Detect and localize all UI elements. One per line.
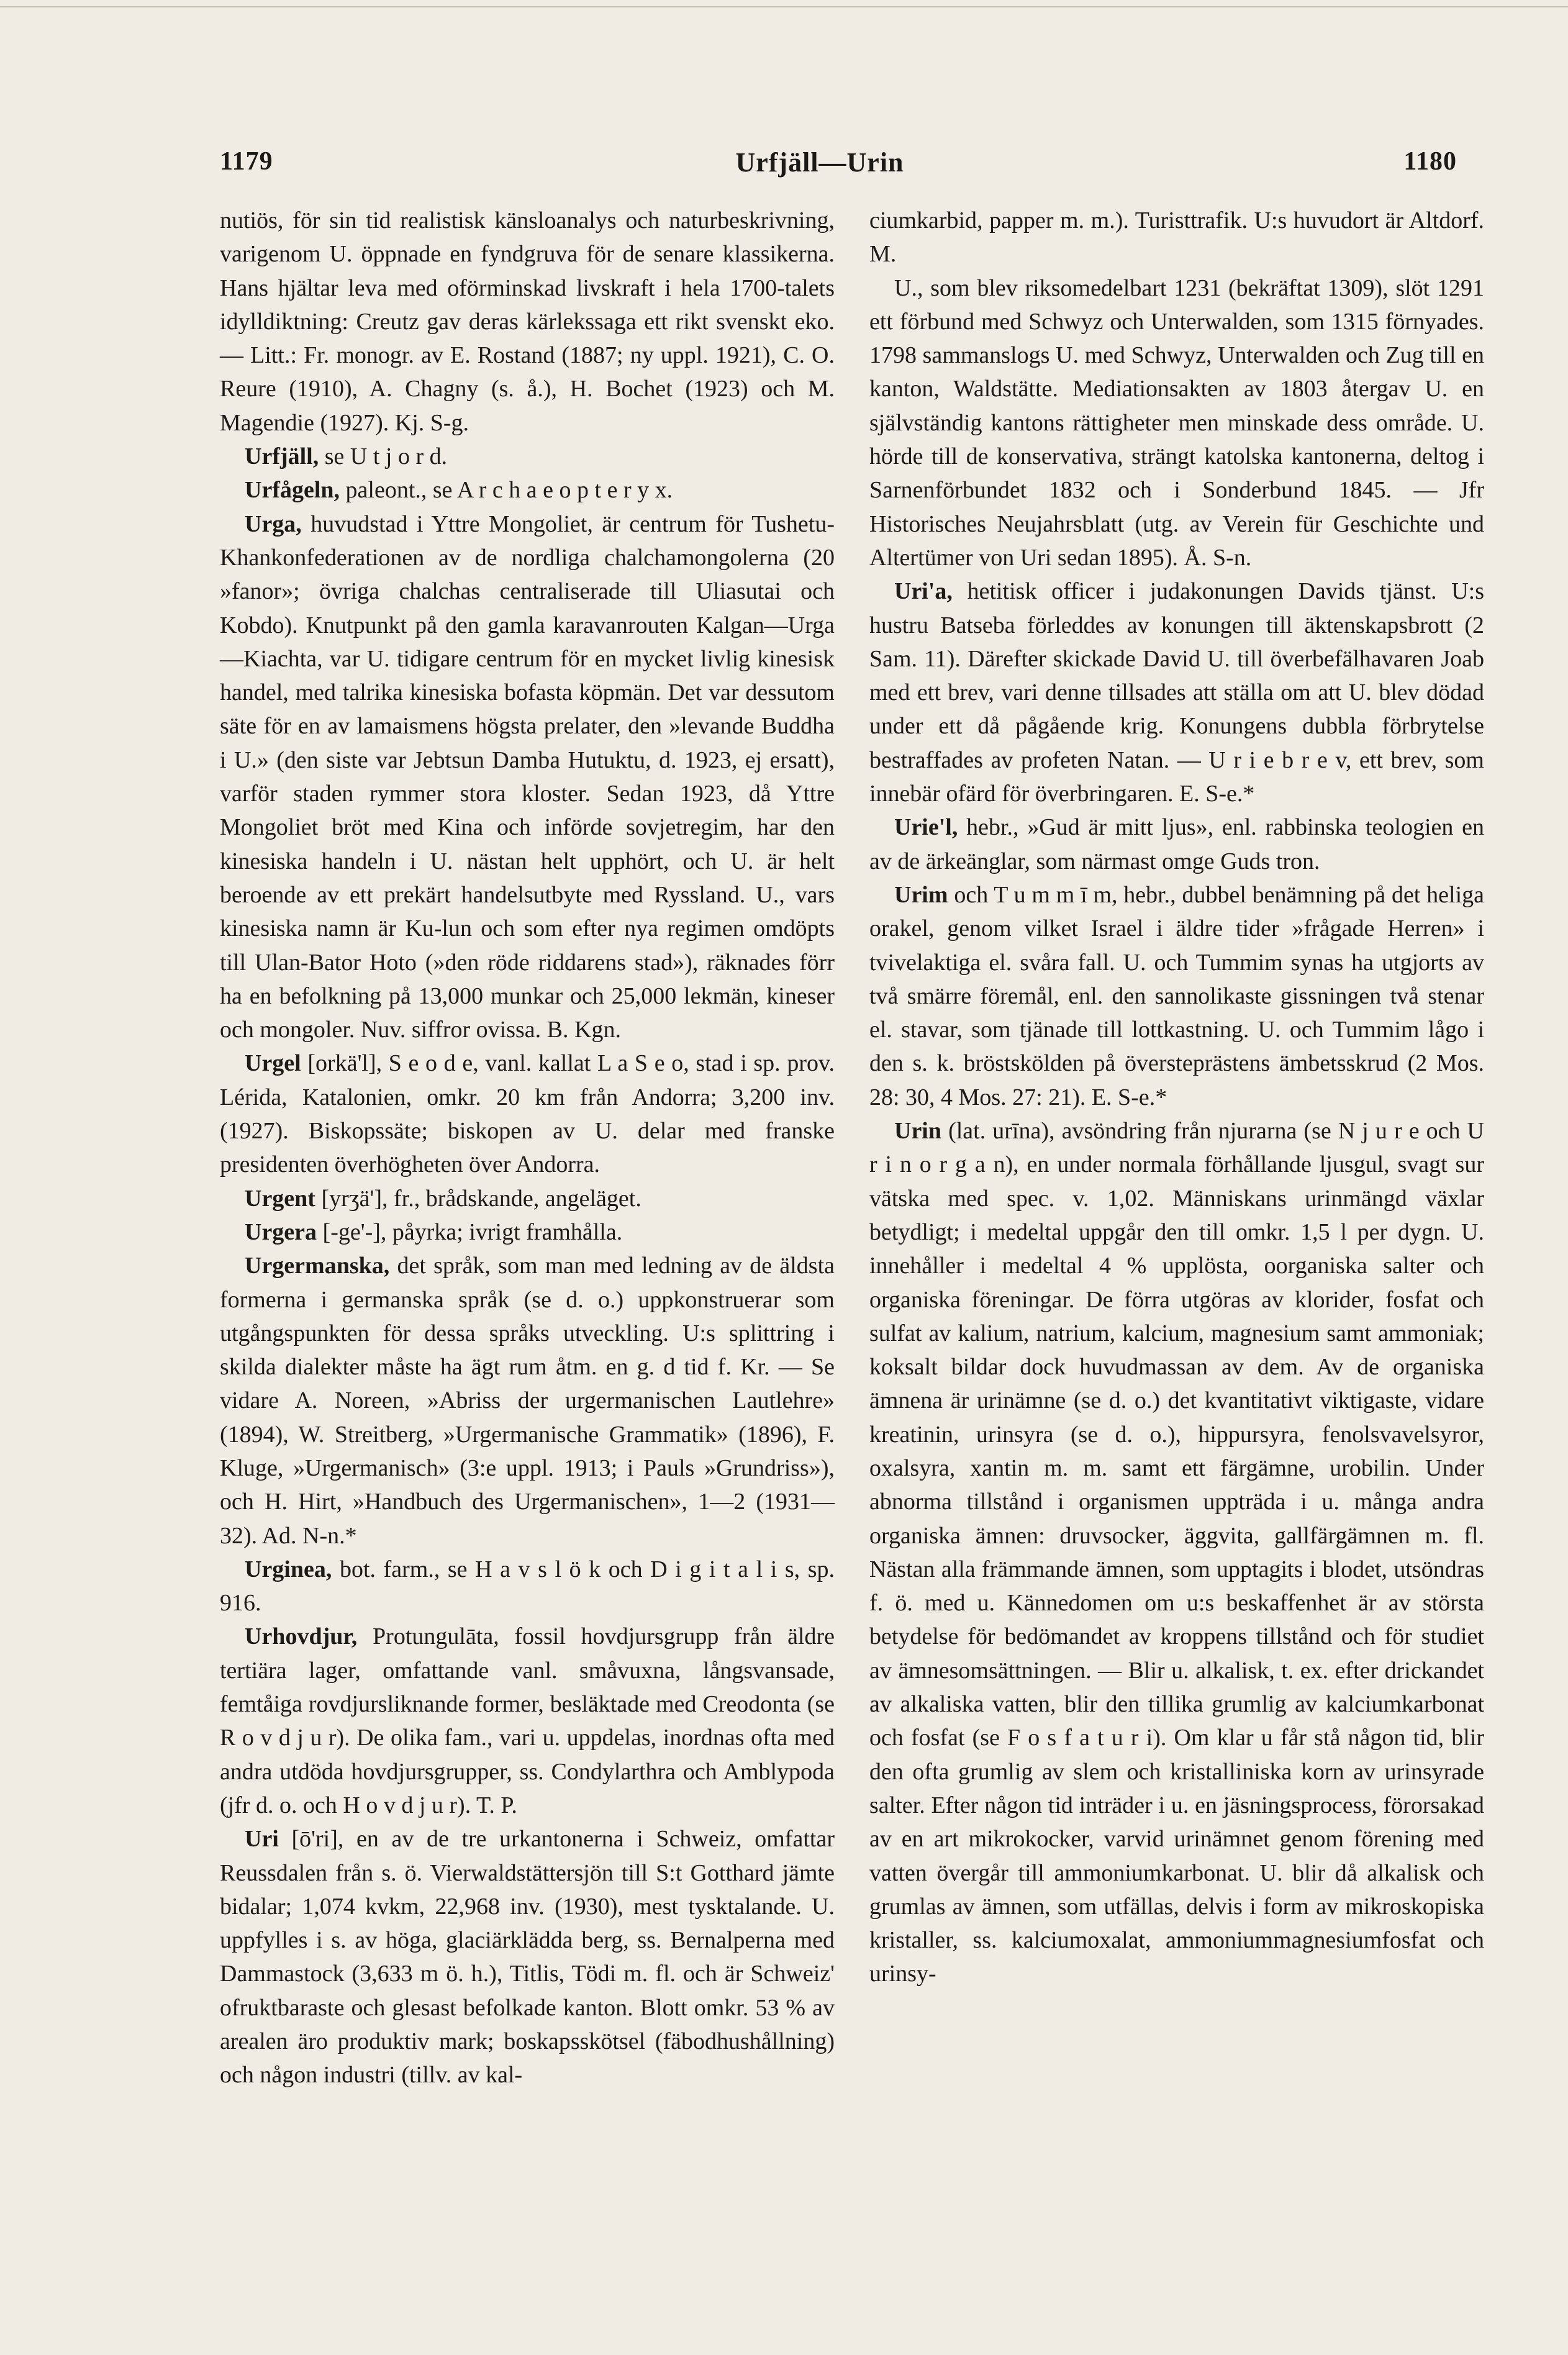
left-column: [220, 204, 835, 2092]
dictionary-entry: [220, 1620, 835, 1822]
entry-headword: Urin: [894, 1118, 941, 1145]
dictionary-entry: [869, 878, 1484, 1114]
dictionary-entry: [220, 473, 835, 507]
entry-headword: Urhovdjur,: [245, 1623, 358, 1650]
page-number-right: 1180: [1403, 147, 1457, 176]
entry-text: och T u m m ī m, hebr., dubbel benämning på det heliga orakel, genom vilket Israel i äldre tider »frågade Herren» i tvivelaktiga el. svåra fall. U. och Tummim synas ha utgjorts av två smärre föremål, enl. den sannolikaste gissningen två stenar el. stavar, som tjänade till lottkastning. U. och Tummim lågo i den s. k. bröstskölden på översteprästens ämbetsskrud (2 Mos. 28: 30, 4 Mos. 27: 21). E. S-e.*: [869, 881, 1485, 1110]
entry-headword: Urgermanska,: [245, 1253, 390, 1279]
top-edge-line: [0, 6, 1568, 7]
dictionary-entry: [220, 204, 835, 440]
dictionary-entry: [220, 1046, 835, 1181]
entry-text: [ō'ri], en av de tre urkantonerna i Schweiz, omfattar Reussdalen från s. ö. Vierwaldstättersjön till S:t Gotthard jämte bidalar; 1,074 kvkm, 22,968 inv. (1930), mest tysktalande. U. uppfylles i s. av höga, glaciärklädda berg, ss. Bernalperna med Dammastock (3,633 m ö. h.), Titlis, Tödi m. fl. och är Schweiz' ofruktbaraste och glesast befolkade kanton. Blott omkr. 53 % av arealen äro produktiv mark; boskapsskötsel (fäbodhushållning) och någon industri (tillv. av kal-: [220, 1826, 835, 2089]
entry-text: se U t j o r d.: [324, 443, 448, 470]
entry-headword: Urim: [894, 881, 948, 908]
right-column: [869, 204, 1484, 1991]
dictionary-entry: [220, 1182, 835, 1215]
entry-text: ciumkarbid, papper m. m.). Turisttrafik. U:s huvudort är Altdorf. M.: [869, 207, 1484, 268]
dictionary-entry: [220, 1249, 835, 1553]
entry-headword: Urfjäll,: [245, 443, 319, 470]
dictionary-entry: [220, 1553, 835, 1620]
entry-headword: Urgera: [245, 1218, 317, 1245]
dictionary-entry: [869, 204, 1484, 271]
dictionary-entry: [220, 440, 835, 473]
entry-text: [-ge'-], påyrka; ivrigt framhålla.: [322, 1218, 623, 1245]
entry-text: paleont., se A r c h a e o p t e r y x.: [345, 477, 673, 504]
entry-text: (lat. urīna), avsöndring från njurarna (se N j u r e och U r i n o r g a n), en under normala förhållande ljusgul, svagt sur vätska med spec. v. 1,02. Människans urinmängd växlar betydligt; i medeltal uppgår den till omkr. 1,5 l per dygn. U. innehåller i medeltal 4 % upplösta, oorganiska salter och organiska föreningar. De förra utgöras av klorider, fosfat och sulfat av kalium, natrium, kalcium, magnesium samt ammoniak; koksalt bildar dock huvudmassan av dem. Av de organiska ämnena är urinämne (se d. o.) det kvantitativt viktigaste, vidare kreatinin, urinsyra (se d. o.), hippursyra, fenolsvavelsyror, oxalsyra, xantin m. m. samt ett färgämne, urobilin. Under abnorma tillstånd i organismen uppträda i u. många andra organiska ämnen: druvsocker, äggvita, gallfärgämnen m. fl. Nästan alla främmande ämnen, som upptagits i blodet, utsöndras f. ö. med u. Kännedomen om u:s beskaffenhet är av största betydelse för bedömandet av kroppens tillstånd och för studiet av ämnesomsättningen. — Blir u. alkalisk, t. ex. efter drickandet av alkaliska vatten, blir den tillika grumlig av kalciumkarbonat och fosfat (se F o s f a t u r i). Om klar u får stå någon tid, blir den ofta grumlig av slem och kristalliniska korn av urinsyrade salter. Efter någon tid inträder i u. en jäsningsprocess, förorsakad av en art mikrokocker, varvid urinämnet genom förening med vatten övergår till ammoniumkarbonat. U. blir då alkalisk och grumlas av ämnen, som utfällas, delvis i form av mikroskopiska kristaller, ss. kalciumoxalat, ammoniummagnesiumfosfat och urinsy-: [869, 1118, 1485, 1987]
entry-headword: Uri: [245, 1826, 279, 1853]
entry-headword: Urginea,: [245, 1556, 332, 1582]
entry-headword: Urfågeln,: [245, 477, 340, 504]
dictionary-entry: [220, 507, 835, 1047]
entry-headword: Uri'a,: [894, 578, 953, 605]
dictionary-entry: [869, 810, 1484, 878]
entry-text: Protungulāta, fossil hovdjursgrupp från äldre tertiära lager, omfattande vanl. småvuxna, långsvansade, femtåiga rovdjursliknande former, besläktade med Creodonta (se R o v d j u r). De olika fam., vari u. uppdelas, inordnas ofta med andra utdöda hovdjursgrupper, ss. Condylarthra och Amblypoda (jfr d. o. och H o v d j u r). T. P.: [220, 1623, 835, 1818]
entry-headword: Urgel: [245, 1050, 301, 1077]
entry-text: [yrʒä'], fr., brådskande, angeläget.: [321, 1185, 641, 1212]
entry-text: huvudstad i Yttre Mongoliet, är centrum för Tushetu-Khankonfederationen av de nordliga chalchamongolerna (20 »fanor»; övriga chalchas centraliserade till Uliasutai och Kobdo). Knutpunkt på den gamla karavanrouten Kalgan—Urga—Kiachta, var U. tidigare centrum för en mycket livlig kinesisk handel, med talrika kinesiska bofasta köpmän. Det var dessutom säte för en av lamaismens högsta prelater, den »levande Buddha i U.» (den siste var Jebtsun Damba Hutuktu, d. 1923, ej ersatt), varför staden rymmer stora kloster. Sedan 1923, då Yttre Mongoliet bröt med Kina och införde sovjetregim, har den kinesiska handeln i U. nästan helt upphört, och U. är helt beroende av ett prekärt handelsutbyte med Ryssland. U., vars kinesiska namn är Ku-lun och som efter nya regimen omdöpts till Ulan-Bator Hoto (»den röde riddarens stad»), räknades förr ha en befolkning på 13,000 munkar och 25,000 lekmän, kineser och mongoler. Nuv. siffror ovissa. B. Kgn.: [220, 510, 835, 1043]
dictionary-entry: [869, 1114, 1484, 1991]
entry-text: bot. farm., se H a v s l ö k och D i g i t a l i s, sp. 916.: [220, 1556, 835, 1617]
entry-text: det språk, som man med ledning av de äldsta formerna i germanska språk (se d. o.) uppkonstruerar som utgångspunkten för dessa språks utveckling. U:s splittring i skilda dialekter måste ha ägt rum åtm. en g. d tid f. Kr. — Se vidare A. Noreen, »Abriss der urgermanischen Lautlehre» (1894), W. Streitberg, »Urgermanische Grammatik» (1896), F. Kluge, »Urgermanisch» (3:e uppl. 1913; i Pauls »Grundriss»), och H. Hirt, »Handbuch des Urgermanischen», 1—2 (1931—32). Ad. N-n.*: [220, 1253, 835, 1549]
dictionary-entry: [869, 271, 1484, 575]
page-number-left: 1179: [220, 147, 273, 176]
entry-headword: Urga,: [245, 510, 302, 537]
entry-text: hetitisk officer i judakonungen Davids tjänst. U:s hustru Batseba förleddes av konungen till äktenskapsbrott (2 Sam. 11). Därefter skickade David U. till överbefälhavaren Joab med ett brev, vari denne tillsades att ställa om att U. blev dödad under ett då pågående krig. Konungens dubbla förbrytelse bestraffades av profeten Natan. — U r i e b r e v, ett brev, som innebär ofärd för överbringaren. E. S-e.*: [869, 578, 1484, 807]
dictionary-entry: [220, 1822, 835, 2092]
entry-headword: Urie'l,: [894, 814, 958, 841]
dictionary-entry: [220, 1215, 835, 1249]
entry-text: nutiös, för sin tid realistisk känsloanalys och naturbeskrivning, varigenom U. öppnade en fyndgruva för de senare klassikerna. Hans hjältar leva med oförminskad livskraft i hela 1700-talets idylldiktning: Creutz gav deras kärlekssaga ett rikt svenskt eko. — Litt.: Fr. monogr. av E. Rostand (1887; ny uppl. 1921), C. O. Reure (1910), A. Chagny (s. å.), H. Bochet (1923) och M. Magendie (1927). Kj. S-g.: [220, 207, 835, 436]
dictionary-entry: [869, 574, 1484, 810]
entry-text: hebr., »Gud är mitt ljus», enl. rabbinska teologien en av de ärkeänglar, som närmast omge Guds tron.: [869, 814, 1485, 874]
entry-text: [orkä'l], S e o d e, vanl. kallat L a S e o, stad i sp. prov. Lérida, Katalonien, omkr. 20 km från Andorra; 3,200 inv. (1927). Biskopssäte; biskopen av U. delar med franske presidenten överhögheten över Andorra.: [220, 1050, 835, 1178]
entry-text: U., som blev riksomedelbart 1231 (bekräftat 1309), slöt 1291 ett förbund med Schwyz och Unterwalden, som 1315 förnyades. 1798 sammanslogs U. med Schwyz, Unterwalden och Zug till en kanton, Waldstätte. Mediationsakten av 1803 återgav U. en självständig kantons rättigheter men minskade dess område. U. hörde till de konservativa, strängt katolska kantonerna, deltog i Sarnenförbundet 1832 och i Sonderbund 1845. — Jfr Historisches Neujahrsblatt (utg. av Verein für Geschichte und Altertümer von Uri sedan 1895). Å. S-n.: [869, 275, 1484, 571]
entry-headword: Urgent: [245, 1185, 315, 1212]
running-head: Urfjäll—Urin: [735, 147, 904, 178]
